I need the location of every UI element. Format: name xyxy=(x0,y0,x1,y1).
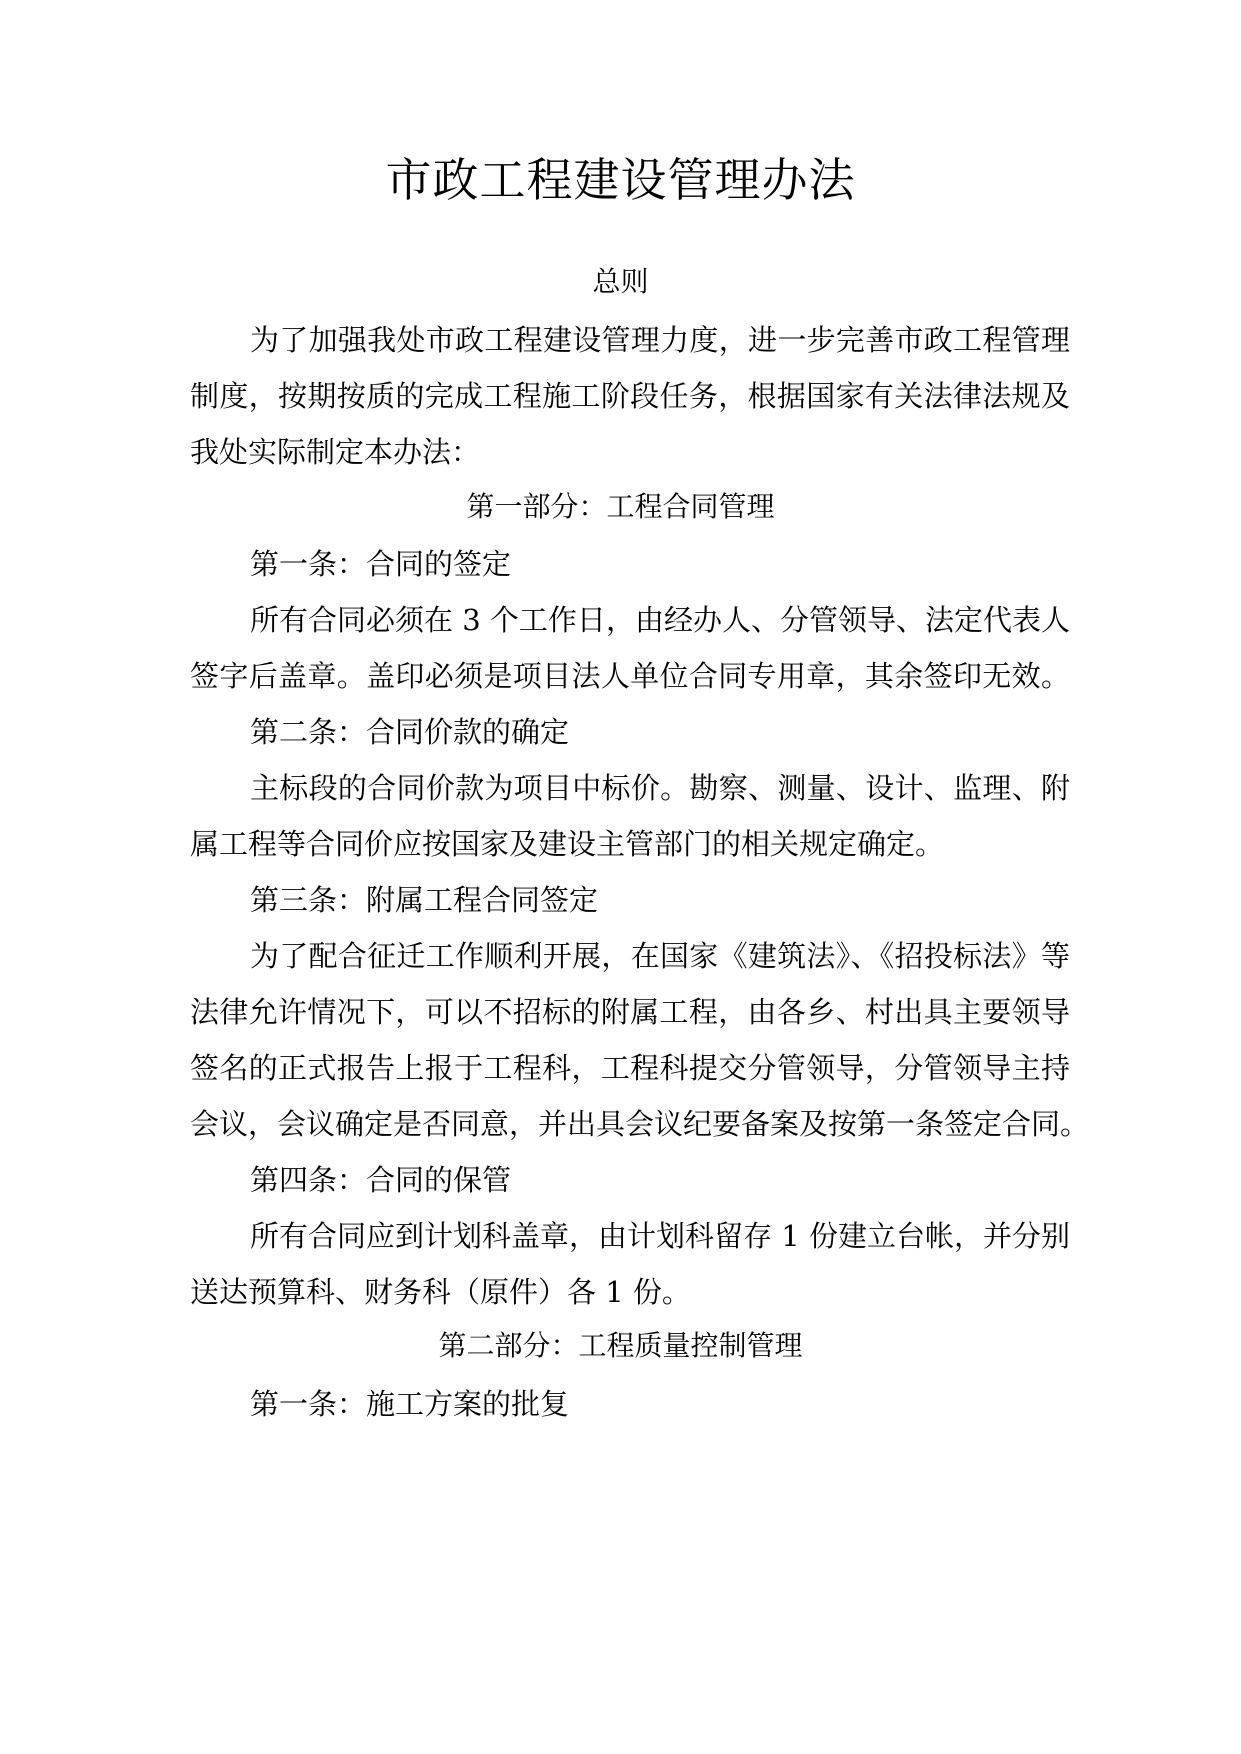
paragraph-line: 法律允许情况下，可以不招标的附属工程，由各乡、村出具主要领导 xyxy=(190,995,1070,1029)
article-title: 第三条：附属工程合同签定 xyxy=(250,883,599,917)
document-title: 市政工程建设管理办法 xyxy=(385,153,856,207)
paragraph-line: 签字后盖章。盖印必须是项目法人单位合同专用章，其余签印无效。 xyxy=(190,659,1070,693)
paragraph-line: 主标段的合同价款为项目中标价。勘察、测量、设计、监理、附 xyxy=(250,771,1070,805)
paragraph-line: 属工程等合同价应按国家及建设主管部门的相关规定确定。 xyxy=(190,827,945,861)
paragraph-line: 送达预算科、财务科（原件）各 1 份。 xyxy=(190,1275,691,1309)
paragraph-line: 所有合同应到计划科盖章，由计划科留存 1 份建立台帐，并分别 xyxy=(250,1219,1070,1253)
paragraph-line: 所有合同必须在 3 个工作日，由经办人、分管领导、法定代表人 xyxy=(250,603,1070,637)
section-heading-part1: 第一部分：工程合同管理 xyxy=(466,490,775,523)
section-heading-general: 总则 xyxy=(592,265,649,298)
paragraph-line: 签名的正式报告上报于工程科，工程科提交分管领导，分管领导主持 xyxy=(190,1051,1070,1085)
article-title: 第一条：施工方案的批复 xyxy=(250,1387,570,1421)
paragraph-line: 会议，会议确定是否同意，并出具会议纪要备案及按第一条签定合同。 xyxy=(190,1107,1090,1141)
section-heading-part2: 第二部分：工程质量控制管理 xyxy=(438,1329,803,1362)
paragraph-line: 为了加强我处市政工程建设管理力度，进一步完善市政工程管理 xyxy=(250,323,1070,357)
article-title: 第四条：合同的保管 xyxy=(250,1163,512,1197)
paragraph-line: 我处实际制定本办法： xyxy=(190,435,481,469)
article-title: 第一条：合同的签定 xyxy=(250,547,512,581)
paragraph-line: 为了配合征迁工作顺利开展，在国家《建筑法》、《招投标法》等 xyxy=(250,939,1070,973)
paragraph-line: 制度，按期按质的完成工程施工阶段任务，根据国家有关法律法规及 xyxy=(190,379,1070,413)
article-title: 第二条：合同价款的确定 xyxy=(250,715,570,749)
